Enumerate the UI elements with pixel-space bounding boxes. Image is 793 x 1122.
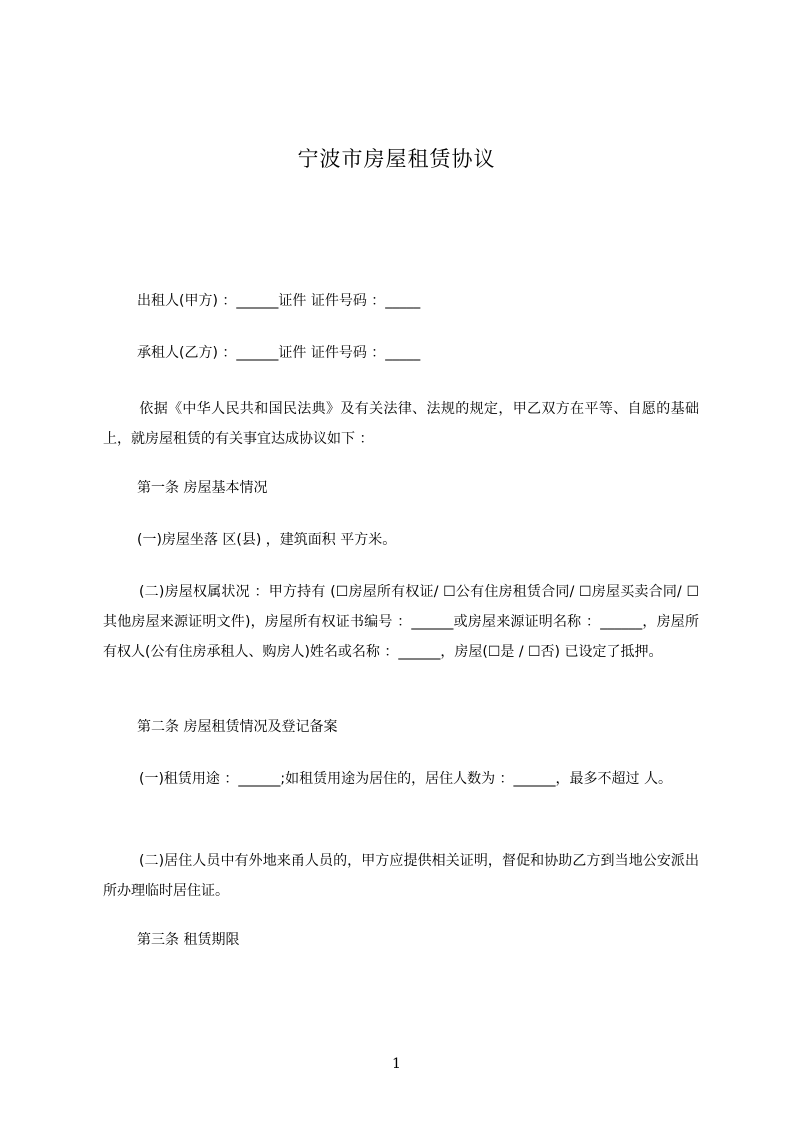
article1-item1: (一)房屋坐落 区(县) ，建筑面积 平方米。 [137, 532, 397, 548]
lessor-line: 出租人(甲方) ：______证件 证件号码 ：_____ [137, 293, 421, 309]
article1-heading: 第一条 房屋基本情况 [137, 480, 268, 496]
article2-item2-text: (二)居住人员中有外地来甬人员的，甲方应提供相关证明，督促和协助乙方到当地公安派出所办理临时居住证。 [103, 853, 699, 899]
article1-item2-paragraph [103, 577, 699, 667]
document-title: 宁波市房屋租赁协议 [297, 147, 496, 171]
lessee-line: 承租人(乙方) ：______证件 证件号码 ：_____ [137, 345, 421, 361]
intro-paragraph [103, 394, 699, 454]
article2-item1-paragraph [103, 764, 699, 794]
article3-heading: 第三条 租赁期限 [137, 932, 240, 948]
article2-item1-text: (一)租赁用途 ：______;如租赁用途为居住的，居住人数为 ：______，最多不超过 人。 [139, 771, 672, 787]
article1-item2-text: (二)房屋权属状况 ：甲方持有 (☐房屋所有权证/ ☐公有住房租赁合同/ ☐房屋买卖合同/ ☐其他房屋来源证明文件)，房屋所有权证书编号 ：______或房屋来源证明名称 ：______，房屋所有权人(公有住房承租人、购房人)姓名或名称 ：______，房屋(☐是 / ☐否) 已设定了抵押。 [103, 584, 699, 660]
intro-text: 依据《中华人民共和国民法典》及有关法律、法规的规定，甲乙双方在平等、自愿的基础上，就房屋租赁的有关事宜达成协议如下 ： [103, 401, 699, 447]
article2-heading: 第二条 房屋租赁情况及登记备案 [137, 719, 338, 735]
page-number: 1 [392, 1056, 401, 1072]
article2-item2-paragraph [103, 846, 699, 906]
